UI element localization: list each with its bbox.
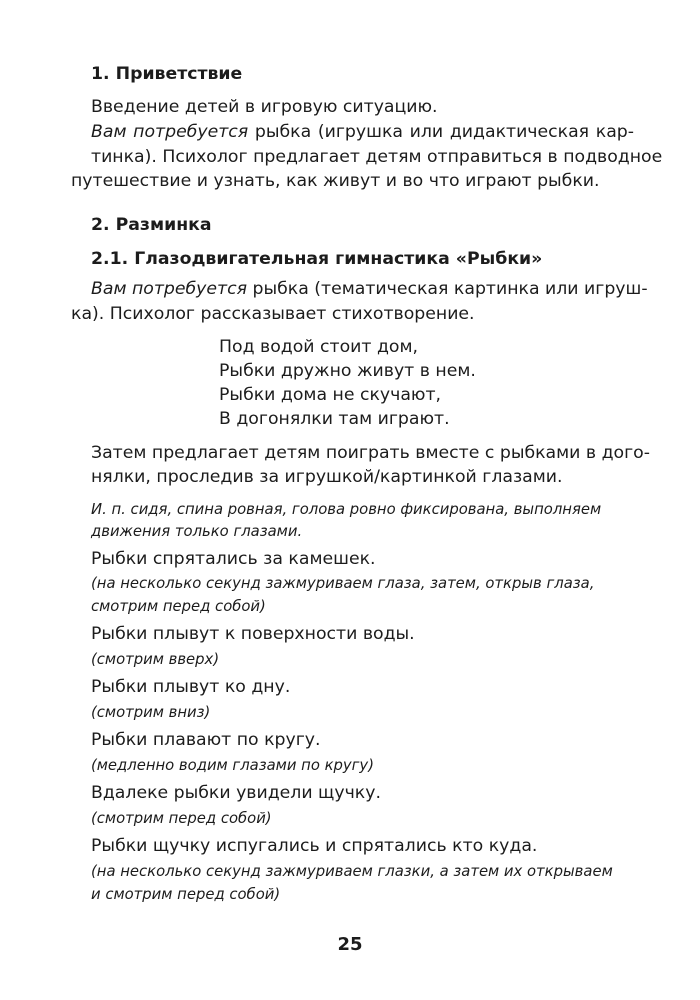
section-1-paragraph-line-2: тинка). Психолог предлагает детям отправиться в подводное xyxy=(91,147,663,167)
poem-line: Рыбки дружно живут в нем. xyxy=(219,361,476,381)
page-number: 25 xyxy=(337,934,363,955)
section-1-paragraph-line-3: путешествие и узнать, как живут и во что играют рыбки. xyxy=(71,171,600,191)
exercise-line: Рыбки плывут к поверхности воды. xyxy=(91,624,415,644)
section-2-1-paragraph-line-2: ка). Психолог рассказывает стихотворение. xyxy=(71,304,475,324)
exercise-line: Рыбки плавают по кругу. xyxy=(91,730,321,750)
requirement-text: рыбка (игрушка или дидактическая кар- xyxy=(248,122,634,142)
exercise-note: (на несколько секунд зажмуриваем глазки, а затем их открываем xyxy=(91,863,613,880)
exercise-line: Рыбки щучку испугались и спрятались кто куда. xyxy=(91,836,538,856)
starting-position-note: движения только глазами. xyxy=(91,523,303,540)
section-2-1-heading: 2.1. Глазодвигательная гимнастика «Рыбки» xyxy=(91,249,543,269)
after-poem-line-2: нялки, проследив за игрушкой/картинкой глазами. xyxy=(91,467,563,487)
exercise-note: и смотрим перед собой) xyxy=(91,886,281,903)
starting-position-note: И. п. сидя, спина ровная, голова ровно фиксирована, выполняем xyxy=(91,501,602,518)
section-2-heading: 2. Разминка xyxy=(91,215,212,235)
exercise-note: (смотрим перед собой) xyxy=(91,810,272,827)
poem-line: В догонялки там играют. xyxy=(219,409,450,429)
section-1-heading: 1. Приветствие xyxy=(91,64,243,84)
poem-line: Рыбки дома не скучают, xyxy=(219,385,442,405)
exercise-note: (на несколько секунд зажмуриваем глаза, затем, открыв глаза, xyxy=(91,575,595,592)
exercise-note: (смотрим вверх) xyxy=(91,651,220,668)
requirement-text: рыбка (тематическая картинка или игруш- xyxy=(247,279,648,299)
exercise-line: Рыбки плывут ко дну. xyxy=(91,677,291,697)
requirement-label: Вам потребуется xyxy=(91,279,247,299)
exercise-note: смотрим перед собой) xyxy=(91,598,266,615)
exercise-note: (медленно водим глазами по кругу) xyxy=(91,757,374,774)
exercise-line: Рыбки спрятались за камешек. xyxy=(91,549,376,569)
requirement-label: Вам потребуется xyxy=(91,122,249,142)
exercise-note: (смотрим вниз) xyxy=(91,704,211,721)
section-1-paragraph-line-1 xyxy=(91,120,634,144)
section-1-intro: Введение детей в игровую ситуацию. xyxy=(91,97,438,117)
section-2-1-paragraph-line-1 xyxy=(91,277,648,301)
after-poem-line-1: Затем предлагает детям поиграть вместе с рыбками в дого- xyxy=(91,443,650,463)
poem-line: Под водой стоит дом, xyxy=(219,337,418,357)
exercise-line: Вдалеке рыбки увидели щучку. xyxy=(91,783,381,803)
